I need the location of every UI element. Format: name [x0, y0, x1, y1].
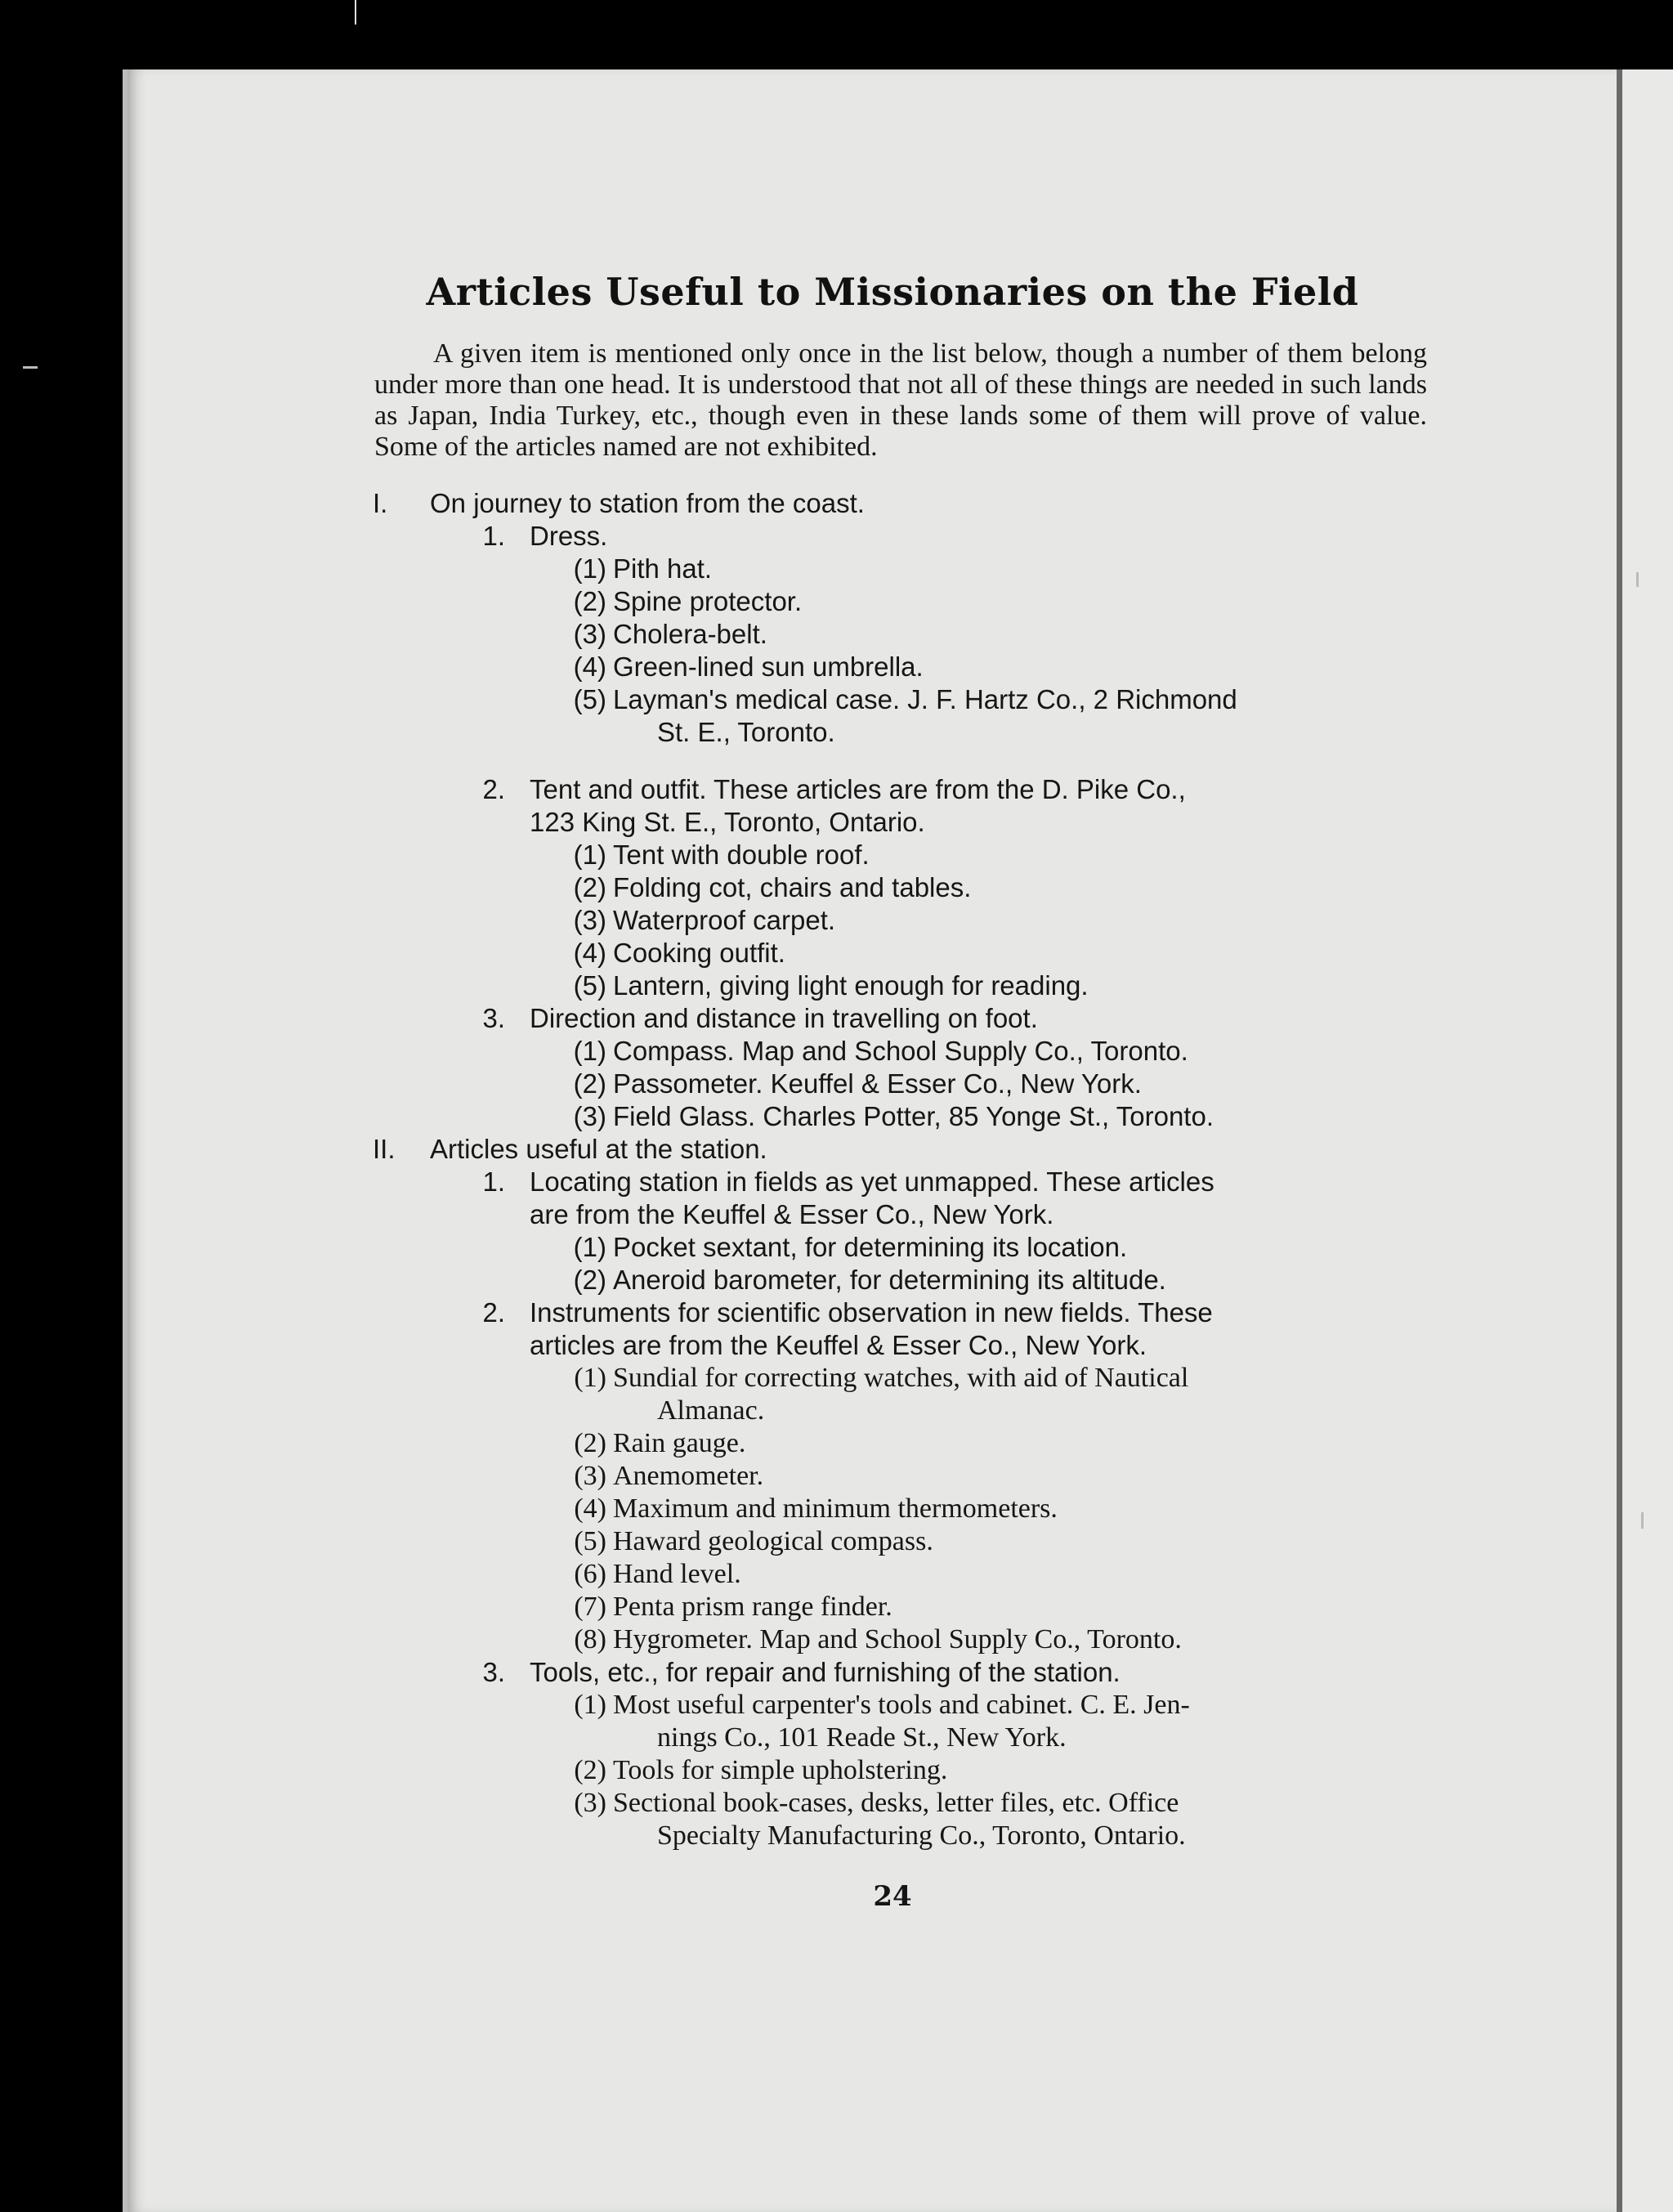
list-item-number: (4): [573, 938, 606, 968]
subsection-line-number: 2.: [482, 774, 505, 804]
article-outline: [358, 487, 1427, 1852]
subsection-line-text: 123 King St. E., Toronto, Ontario.: [530, 807, 925, 837]
subsection-line-text: Dress.: [530, 521, 608, 551]
list-item-number: (2): [573, 586, 606, 616]
section-heading: [358, 1133, 1427, 1166]
list-item-text: Passometer. Keuffel & Esser Co., New York.: [613, 1068, 1142, 1099]
list-item-number: (1): [573, 1232, 606, 1262]
list-item: [358, 1754, 1427, 1787]
subsection-line-text: Direction and distance in travelling on foot.: [530, 1003, 1038, 1033]
list-item-text: Sundial for correcting watches, with aid of Nautical: [613, 1363, 1189, 1393]
list-item: [358, 716, 1427, 749]
list-item: [358, 904, 1427, 937]
list-item-text: Tools for simple upholstering.: [613, 1755, 948, 1785]
list-item-number: (2): [573, 872, 606, 902]
list-item-text: Tent with double roof.: [613, 840, 870, 870]
list-item-number: (1): [573, 1036, 606, 1066]
section-heading-number: I.: [373, 488, 388, 518]
list-item-text: Folding cot, chairs and tables.: [613, 872, 972, 902]
subsection-line-number: 3.: [482, 1657, 505, 1687]
list-item: [358, 1722, 1427, 1754]
subsection-line-text: articles are from the Keuffel & Esser Co., New York.: [530, 1330, 1147, 1360]
list-item-number: (2): [574, 1428, 606, 1458]
list-item-text: Green-lined sun umbrella.: [613, 652, 924, 682]
list-item-number: (1): [574, 1690, 606, 1720]
list-item: [358, 683, 1427, 716]
list-item: [358, 1068, 1427, 1100]
list-item-text: Cholera-belt.: [613, 619, 767, 649]
subsection-line-text: Tools, etc., for repair and furnishing of the station.: [530, 1657, 1121, 1687]
margin-mark: [1641, 1512, 1644, 1529]
list-item-text: Anemometer.: [613, 1461, 764, 1491]
list-item: [358, 1787, 1427, 1820]
margin-mark: [23, 366, 38, 369]
list-item-text: Lantern, giving light enough for reading.: [613, 970, 1089, 1001]
list-item-text: Compass. Map and School Supply Co., Toronto.: [613, 1036, 1188, 1066]
list-item-text: Hygrometer. Map and School Supply Co., Toronto.: [613, 1624, 1182, 1655]
subsection-line: [358, 1166, 1427, 1198]
list-item-number: (1): [573, 553, 606, 584]
list-item: [358, 585, 1427, 618]
intro-paragraph: A given item is mentioned only once in the list below, though a number of them belong under more than one head. It is understood that not all of these things are needed in such lands as Japan, India Turkey, etc., though even in these lands some of them will prove of value. Some of the articles named are not exhibited.: [374, 338, 1427, 462]
list-item-text: Pocket sextant, for determining its location.: [613, 1232, 1128, 1262]
adjacent-page-edge: [1622, 69, 1673, 2212]
subsection-line-number: 2.: [482, 1297, 505, 1328]
list-item: [358, 1820, 1427, 1852]
list-item-text: Rain gauge.: [613, 1428, 746, 1458]
list-item-text: Most useful carpenter's tools and cabinet. C. E. Jen-: [613, 1690, 1190, 1720]
list-item: [358, 839, 1427, 871]
list-item-number: (3): [574, 1788, 606, 1818]
page-number: 24: [873, 1880, 912, 1913]
subsection-line: [358, 806, 1427, 839]
list-item: [358, 1395, 1427, 1427]
list-item: [358, 1460, 1427, 1493]
list-item-text: Maximum and minimum thermometers.: [613, 1493, 1058, 1524]
list-item-number: (3): [574, 1461, 606, 1491]
page-title: Articles Useful to Missionaries on the Field: [426, 270, 1359, 314]
list-item: [358, 871, 1427, 904]
list-item-number: (8): [574, 1624, 606, 1655]
list-item-text: Haward geological compass.: [613, 1526, 933, 1556]
list-item-text: Cooking outfit.: [613, 938, 785, 968]
list-item-text: Sectional book-cases, desks, letter files, etc. Office: [613, 1788, 1179, 1818]
list-item: [358, 1591, 1427, 1623]
list-item-number: (4): [574, 1493, 606, 1524]
list-item-number: (1): [574, 1363, 606, 1393]
list-item-number: (5): [574, 1526, 606, 1556]
list-item: [358, 1558, 1427, 1591]
list-item-number: (6): [574, 1559, 606, 1589]
list-item-number: (1): [573, 840, 606, 870]
list-item: [358, 1525, 1427, 1558]
subsection-line: [358, 1002, 1427, 1035]
list-item: [358, 969, 1427, 1002]
list-item-text: Specialty Manufacturing Co., Toronto, Ontario.: [657, 1820, 1186, 1851]
subsection-line-text: Locating station in fields as yet unmapped. These articles: [530, 1166, 1214, 1197]
section-heading: [358, 487, 1427, 520]
subsection-line: [358, 1198, 1427, 1231]
list-item-number: (7): [574, 1592, 606, 1622]
margin-mark: [1636, 572, 1639, 587]
list-item-text: Spine protector.: [613, 586, 803, 616]
subsection-line: [358, 773, 1427, 806]
list-item: [358, 1100, 1427, 1133]
subsection-line: [358, 520, 1427, 553]
list-item-number: (5): [573, 970, 606, 1001]
list-item: [358, 1427, 1427, 1460]
subsection-line-text: are from the Keuffel & Esser Co., New York.: [530, 1199, 1054, 1229]
list-item-text: Layman's medical case. J. F. Hartz Co., 2 Richmond: [613, 684, 1237, 714]
list-item-number: (3): [573, 619, 606, 649]
section-heading-number: II.: [373, 1134, 396, 1164]
film-scratch: [355, 0, 356, 25]
subsection-line: [358, 1329, 1427, 1362]
list-item-number: (2): [573, 1068, 606, 1099]
list-item-text: Pith hat.: [613, 553, 713, 584]
list-item: [358, 1231, 1427, 1264]
subsection-line-text: Tent and outfit. These articles are from the D. Pike Co.,: [530, 774, 1186, 804]
list-item: [358, 553, 1427, 585]
list-item: [358, 1623, 1427, 1656]
list-item-text: St. E., Toronto.: [657, 717, 835, 747]
page-content: [358, 270, 1427, 1913]
list-item-number: (2): [574, 1755, 606, 1785]
list-item-number: (3): [573, 905, 606, 935]
section-heading-text: On journey to station from the coast.: [430, 488, 865, 518]
list-item-text: Almanac.: [657, 1395, 765, 1426]
list-item-number: (4): [573, 652, 606, 682]
list-item-number: (5): [573, 684, 606, 714]
list-item: [358, 1264, 1427, 1296]
subsection-line: [358, 1296, 1427, 1329]
list-item: [358, 1493, 1427, 1525]
subsection-line: [358, 1656, 1427, 1689]
list-item: [358, 937, 1427, 969]
list-item-text: Waterproof carpet.: [613, 905, 836, 935]
section-heading-text: Articles useful at the station.: [430, 1134, 767, 1164]
list-item: [358, 651, 1427, 683]
list-item-text: nings Co., 101 Reade St., New York.: [657, 1722, 1067, 1753]
subsection-line-number: 3.: [482, 1003, 505, 1033]
subsection-line-number: 1.: [482, 1166, 505, 1197]
list-item: [358, 1035, 1427, 1068]
subsection-line-text: Instruments for scientific observation in new fields. These: [530, 1297, 1213, 1328]
list-item-text: Aneroid barometer, for determining its altitude.: [613, 1265, 1166, 1295]
list-item-text: Field Glass. Charles Potter, 85 Yonge St., Toronto.: [613, 1101, 1214, 1131]
list-item: [358, 618, 1427, 651]
list-item: [358, 1362, 1427, 1395]
list-item-text: Hand level.: [613, 1559, 741, 1589]
subsection-line-number: 1.: [482, 521, 505, 551]
list-item-number: (3): [573, 1101, 606, 1131]
list-item: [358, 1689, 1427, 1722]
list-item-number: (2): [573, 1265, 606, 1295]
spacer: [358, 749, 1427, 773]
list-item-text: Penta prism range finder.: [613, 1592, 892, 1622]
